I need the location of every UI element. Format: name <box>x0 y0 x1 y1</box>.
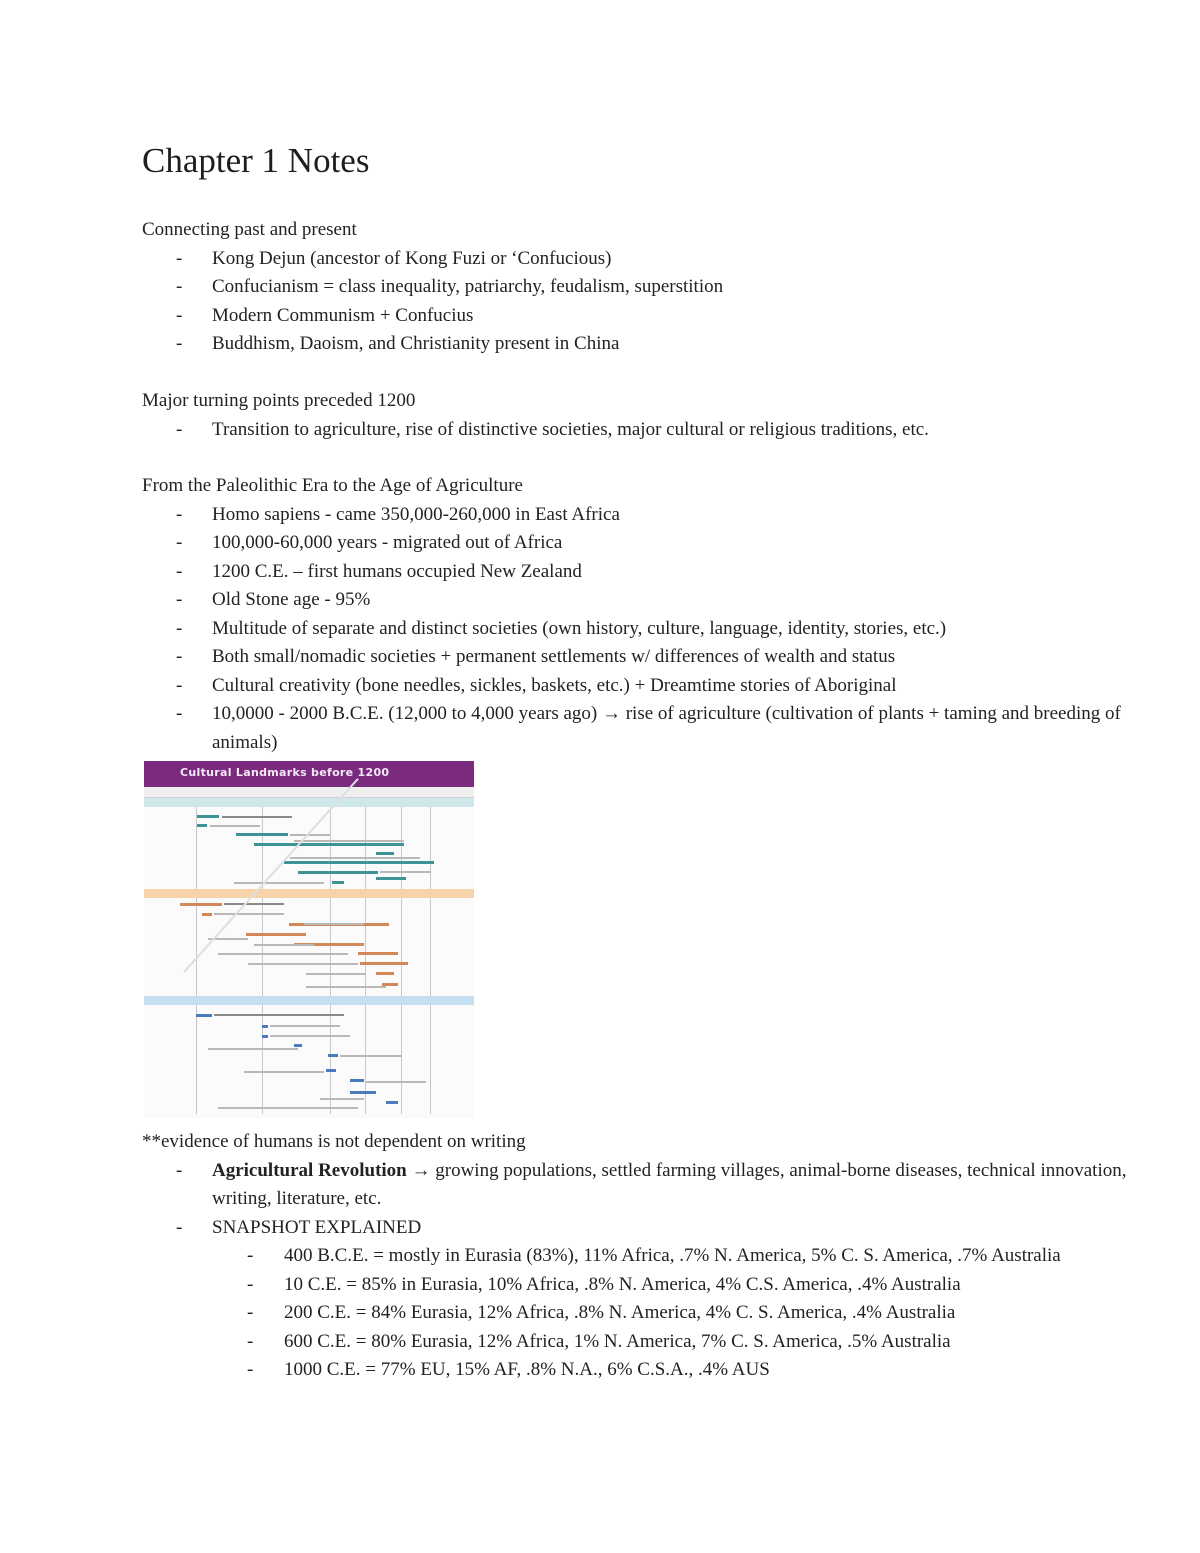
bullet-list <box>142 416 1132 445</box>
timeline-bar <box>254 843 404 846</box>
dash-bullet: - <box>176 617 183 639</box>
timeline-bar <box>332 881 344 884</box>
dash-bullet: - <box>176 418 183 440</box>
timeline-bar <box>376 877 406 880</box>
timeline-label <box>290 834 330 836</box>
timeline-bar <box>326 1069 336 1072</box>
timeline-label <box>306 973 366 975</box>
sub-list-item: - 1000 C.E. = 77% EU, 15% AF, .8% N.A., 6% C.S.A., .4% AUS <box>142 1356 1134 1385</box>
timeline-bar <box>262 1025 268 1028</box>
list-item: - 10,0000 - 2000 B.C.E. (12,000 to 4,000 years ago) → rise of agriculture (cultivation of plants + taming and breeding of animals) <box>142 700 1132 757</box>
timeline-bar <box>386 1101 398 1104</box>
timeline-bar <box>376 972 394 975</box>
bullet-list <box>142 501 1132 758</box>
dash-bullet: - <box>247 1245 254 1266</box>
section-evidence <box>142 1128 1134 1385</box>
timeline-label <box>218 953 348 955</box>
dash-bullet: - <box>176 532 183 553</box>
dash-bullet: - <box>176 276 183 297</box>
list-item: - Kong Dejun (ancestor of Kong Fuzi or ‘Confucious) <box>142 245 1132 274</box>
page-title: Chapter 1 Notes <box>142 141 370 180</box>
timeline-bar <box>284 861 434 864</box>
list-item: - Transition to agriculture, rise of distinctive societies, major cultural or religious traditions, etc. <box>142 416 1132 445</box>
dash-bullet: - <box>247 1359 254 1380</box>
timeline-label <box>366 1081 426 1083</box>
dash-bullet: - <box>176 646 183 667</box>
timeline-label <box>380 871 430 873</box>
bullet-list <box>142 245 1132 359</box>
timeline-label <box>244 1071 324 1073</box>
timeline-bar <box>197 815 219 818</box>
section-paleolithic <box>142 472 1132 757</box>
timeline-bar <box>350 1079 364 1082</box>
dash-bullet: - <box>176 247 183 269</box>
timeline-label <box>320 1098 364 1100</box>
sub-list-item: - 600 C.E. = 80% Eurasia, 12% Africa, 1% N. America, 7% C. S. America, .5% Australia <box>142 1328 1134 1357</box>
timeline-label <box>248 963 358 965</box>
section-heading: Connecting past and present <box>142 219 357 240</box>
timeline-bar <box>294 1044 302 1047</box>
timeline-label <box>290 857 420 859</box>
timeline-label <box>294 840 404 842</box>
list-item: - Homo sapiens - came 350,000-260,000 in East Africa <box>142 501 1132 530</box>
dash-bullet: - <box>176 703 183 724</box>
sub-list-item: - 200 C.E. = 84% Eurasia, 12% Africa, .8% N. America, 4% C. S. America, .4% Australia <box>142 1299 1134 1328</box>
list-item: - 1200 C.E. – first humans occupied New Zealand <box>142 558 1132 587</box>
section-heading: **evidence of humans is not dependent on writing <box>142 1131 526 1152</box>
dash-bullet: - <box>247 1330 254 1352</box>
dash-bullet: - <box>176 589 183 610</box>
list-item: - Cultural creativity (bone needles, sickles, baskets, etc.) + Dreamtime stories of Aboriginal <box>142 672 1132 701</box>
timeline-label <box>340 1055 402 1057</box>
list-item: - Confucianism = class inequality, patriarchy, feudalism, superstition <box>142 273 1132 302</box>
timeline-label <box>306 986 386 988</box>
timeline-label <box>208 1048 298 1050</box>
section-band-orange <box>144 889 474 898</box>
list-item: - Multitude of separate and distinct societies (own history, culture, language, identity, stories, etc.) <box>142 615 1132 644</box>
dash-bullet: - <box>176 1216 183 1238</box>
dash-bullet: - <box>176 674 183 696</box>
timeline-bar <box>376 852 394 855</box>
dash-bullet: - <box>176 560 183 582</box>
section-band-blue <box>144 996 474 1005</box>
timeline-bar <box>358 952 398 955</box>
timeline-bar <box>202 913 212 916</box>
sub-list-item: - 10 C.E. = 85% in Eurasia, 10% Africa, .8% N. America, 4% C.S. America, .4% Australia <box>142 1271 1134 1300</box>
list-item: - Old Stone age - 95% <box>142 586 1132 615</box>
bullet-list <box>142 1157 1134 1385</box>
timeline-label <box>214 1014 344 1016</box>
section-turning-points <box>142 387 1132 444</box>
timeline-bar <box>360 962 408 965</box>
figure-header <box>144 761 474 787</box>
timeline-bar <box>196 1014 212 1017</box>
timeline-bar <box>298 871 378 874</box>
timeline-label <box>210 825 260 827</box>
dash-bullet: - <box>247 1302 254 1323</box>
section-heading: From the Paleolithic Era to the Age of Agriculture <box>142 475 523 496</box>
timeline-bar <box>350 1091 376 1094</box>
timeline-bar <box>236 833 288 836</box>
list-item: - Modern Communism + Confucius <box>142 302 1132 331</box>
timeline-label <box>218 1107 358 1109</box>
timeline-bar <box>262 1035 268 1038</box>
timeline-bar <box>246 933 306 936</box>
section-band-teal <box>144 798 474 807</box>
gridline <box>430 798 431 1114</box>
cultural-landmarks-figure <box>144 761 474 1118</box>
timeline-bar <box>197 824 207 827</box>
timeline-label <box>270 1025 340 1027</box>
timeline-label <box>224 903 284 905</box>
section-connecting <box>142 216 1132 359</box>
dash-bullet: - <box>247 1273 254 1295</box>
figure-title: Cultural Landmarks before 1200 <box>180 766 390 779</box>
timeline-bar <box>328 1054 338 1057</box>
sub-list-item: - 400 B.C.E. = mostly in Eurasia (83%), 11% Africa, .7% N. America, 5% C. S. America, .7% Australia <box>142 1242 1134 1271</box>
timeline-label <box>254 944 314 946</box>
list-item: - Buddhism, Daoism, and Christianity present in China <box>142 330 1132 359</box>
timeline-label <box>270 1035 350 1037</box>
dash-bullet: - <box>176 1159 183 1181</box>
timeline-label <box>304 923 364 925</box>
section-heading: Major turning points preceded 1200 <box>142 390 416 411</box>
dash-bullet: - <box>176 304 183 326</box>
timeline-label <box>214 913 284 915</box>
dash-bullet: - <box>176 503 183 525</box>
timeline-label <box>234 882 324 884</box>
dash-bullet: - <box>176 333 183 354</box>
timeline-bar <box>180 903 222 906</box>
agricultural-revolution-term: Agricultural Revolution <box>212 1159 407 1181</box>
list-item: - SNAPSHOT EXPLAINED <box>142 1214 1132 1243</box>
list-item: - Agricultural Revolution → growing populations, settled farming villages, animal-borne diseases, technical innovation, writing, literature, etc. <box>142 1157 1132 1214</box>
list-item: - 100,000-60,000 years - migrated out of Africa <box>142 529 1132 558</box>
list-item: - Both small/nomadic societies + permanent settlements w/ differences of wealth and status <box>142 643 1132 672</box>
timeline-label <box>222 816 292 818</box>
figure-time-axis <box>144 787 474 798</box>
